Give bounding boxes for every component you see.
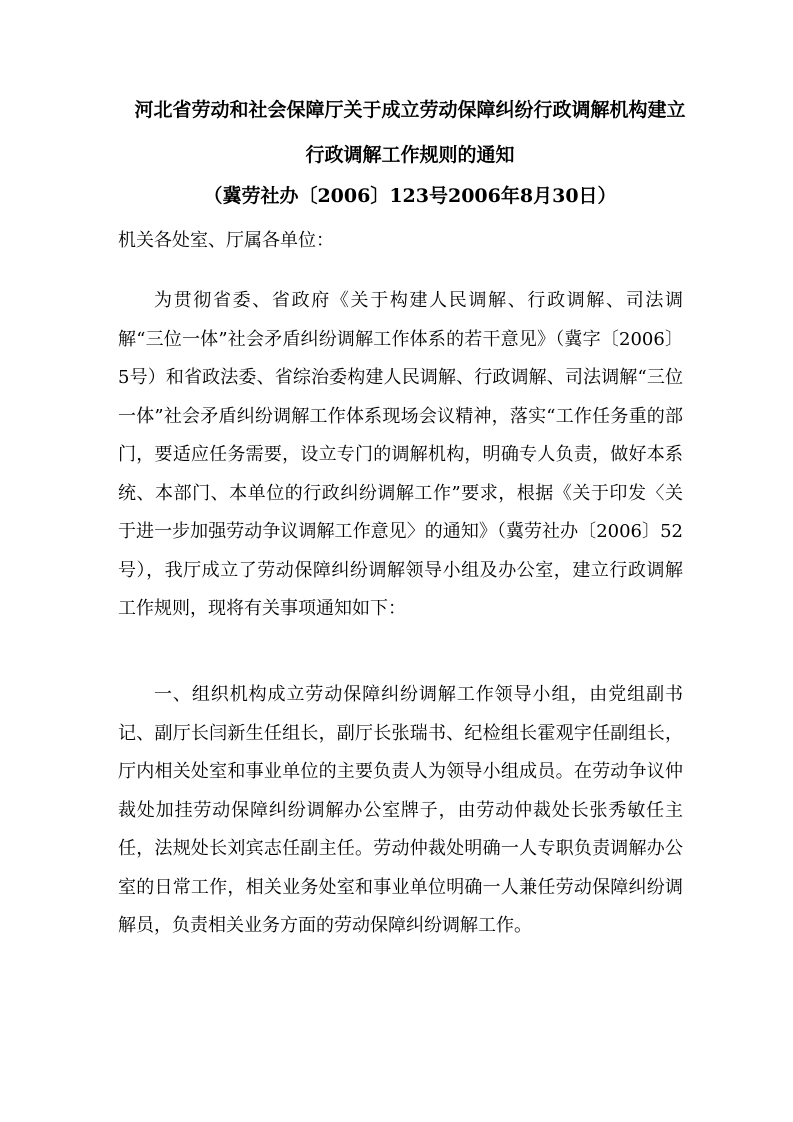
salutation: 机关各处室、厅属各单位： bbox=[118, 230, 334, 251]
document-title-line-1: 河北省劳动和社会保障厅关于成立劳动保障纠纷行政调解机构建立 bbox=[134, 99, 686, 121]
document-title-line-2: 行政调解工作规则的通知 bbox=[305, 144, 515, 166]
paragraph-intro: 为贯彻省委、省政府《关于构建人民调解、行政调解、司法调解“三位一体”社会矛盾纠纷调解工作体系的若干意见》（冀字〔2006〕5号）和省政法委、省综治委构建人民调解、行政调解、司法调解“三位一体”社会矛盾纠纷调解工作体系现场会议精神，落实“工作任务重的部门，要适应任务需要，设立专门的调解机构，明确专人负责，做好本系统、本部门、本单位的行政纠纷调解工作”要求，根据《关于印发〈关于进一步加强劳动争议调解工作意见〉的通知》（冀劳社办〔2006〕52号），我厅成立了劳动保障纠纷调解领导小组及办公室，建立行政调解工作规则，现将有关事项通知如下： bbox=[118, 290, 683, 619]
document-number: （冀劳社办〔2006〕123号2006年8月30日） bbox=[203, 185, 617, 207]
paragraph-section-one: 一、组织机构成立劳动保障纠纷调解工作领导小组，由党组副书记、副厅长闫新生任组长，副厅长张瑞书、纪检组长霍观宇任副组长，厅内相关处室和事业单位的主要负责人为领导小组成员。在劳动争议仲裁处加挂劳动保障纠纷调解办公室牌子，由劳动仲裁处长张秀敏任主任，法规处长刘宾志任副主任。劳动仲裁处明确一人专职负责调解办公室的日常工作，相关业务处室和事业单位明确一人兼任劳动保障纠纷调解员，负责相关业务方面的劳动保障纠纷调解工作。 bbox=[118, 684, 683, 936]
